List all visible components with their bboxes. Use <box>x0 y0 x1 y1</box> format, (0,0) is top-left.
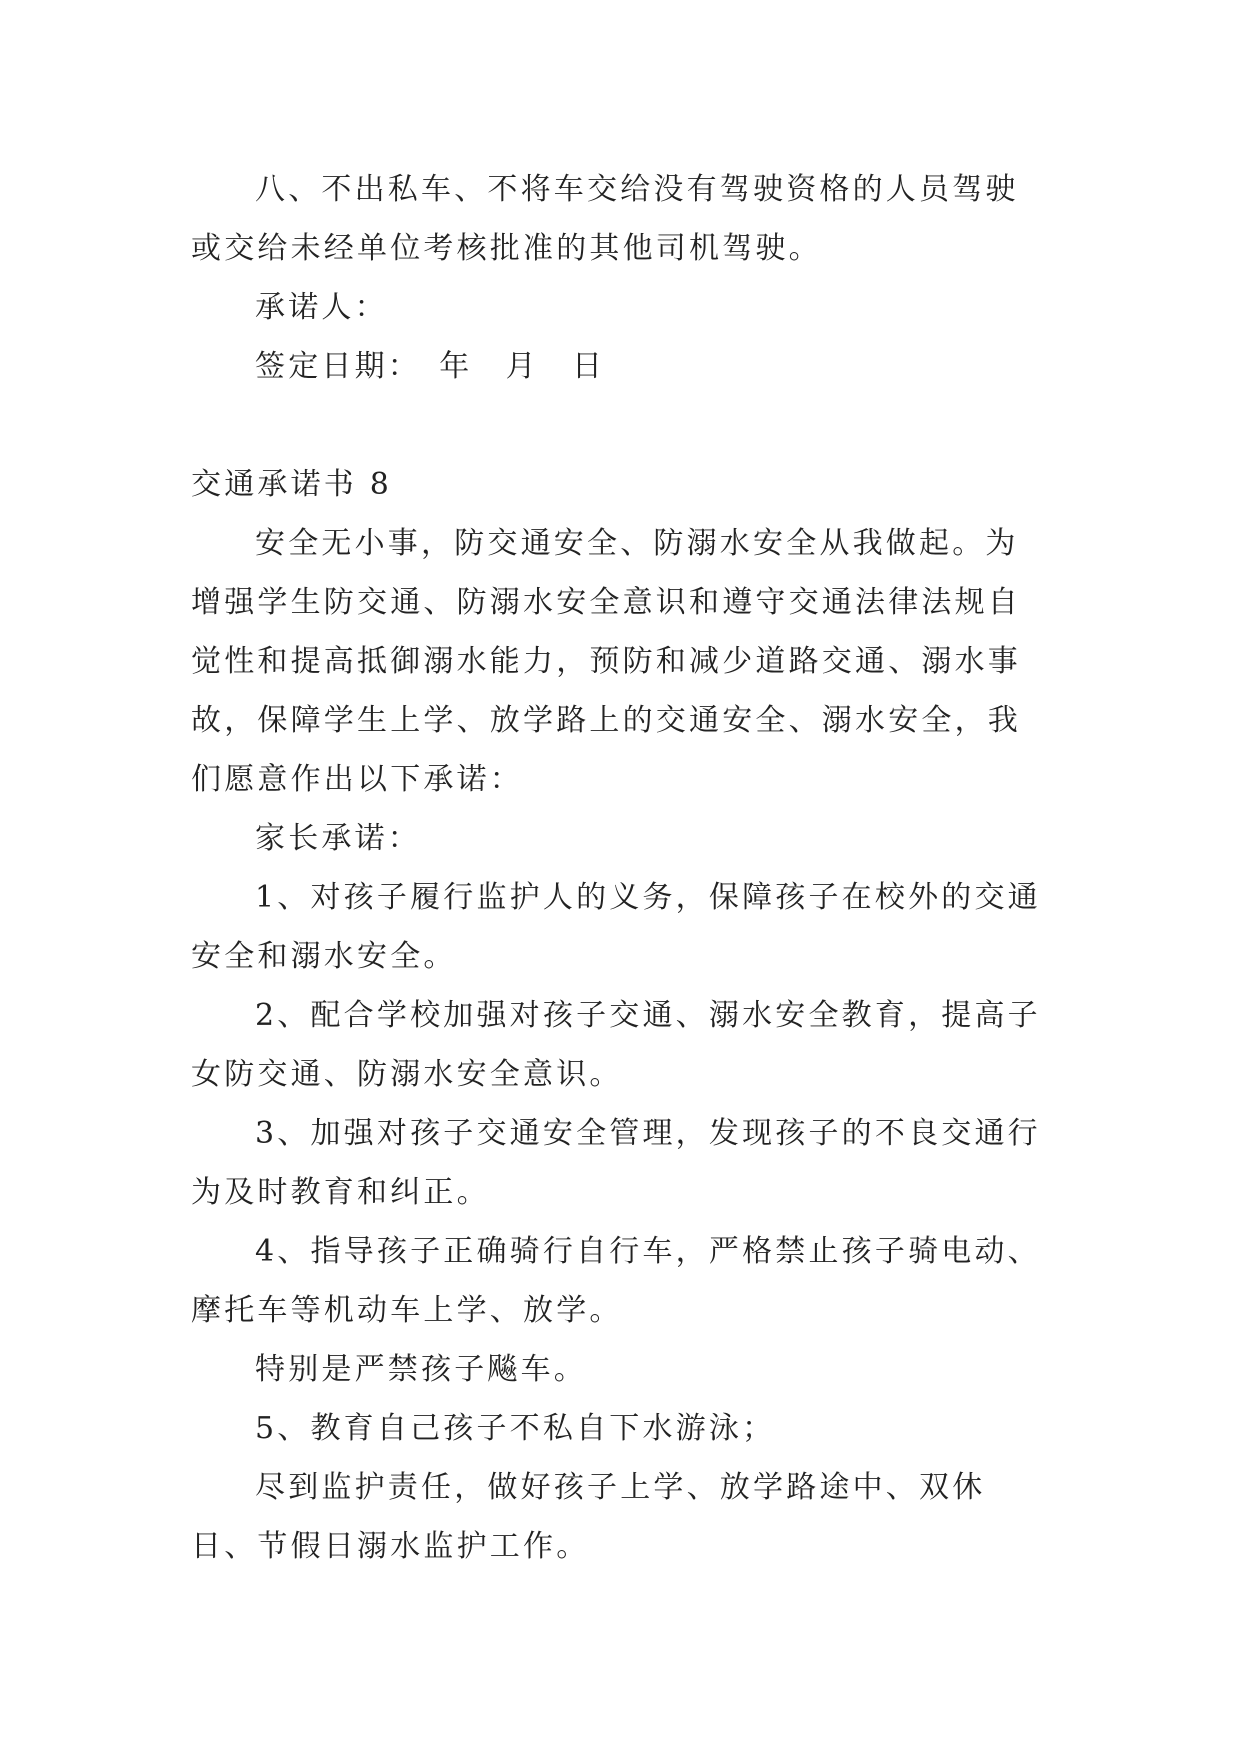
promise-item-3: 3、加强对孩子交通安全管理，发现孩子的不良交通行为及时教育和纠正。 <box>191 1116 1041 1210</box>
parent-promise-label: 家长承诺： <box>255 821 421 856</box>
promise-item-2: 2、配合学校加强对孩子交通、溺水安全教育，提高子女防交通、防溺水安全意识。 <box>191 998 1041 1092</box>
clause-eight-paragraph: 八、不出私车、不将车交给没有驾驶资格的人员驾驶或交给未经单位考核批准的其他司机驾驶。 <box>191 172 1019 266</box>
promise-item-4-note: 特别是严禁孩子飚车。 <box>255 1352 587 1387</box>
promise-item-5-detail: 尽到监护责任，做好孩子上学、放学路途中、双休日、节假日溺水监护工作。 <box>191 1470 986 1564</box>
promise-item-4: 4、指导孩子正确骑行自行车，严格禁止孩子骑电动、摩托车等机动车上学、放学。 <box>191 1234 1041 1328</box>
promise-item-1: 1、对孩子履行监护人的义务，保障孩子在校外的交通安全和溺水安全。 <box>191 880 1041 974</box>
promisor-label: 承诺人： <box>255 290 388 325</box>
document-body <box>191 160 1051 1576</box>
promise-item-5: 5、教育自己孩子不私自下水游泳； <box>255 1411 776 1446</box>
section-heading: 交通承诺书 8 <box>191 467 393 502</box>
intro-paragraph: 安全无小事，防交通安全、防溺水安全从我做起。为增强学生防交通、防溺水安全意识和遵守交通法律法规自觉性和提高抵御溺水能力，预防和减少道路交通、溺水事故，保障学生上学、放学路上的交通安全、溺水安全，我们愿意作出以下承诺： <box>191 526 1021 797</box>
signing-date-label: 签定日期： 年 月 日 <box>255 349 606 384</box>
